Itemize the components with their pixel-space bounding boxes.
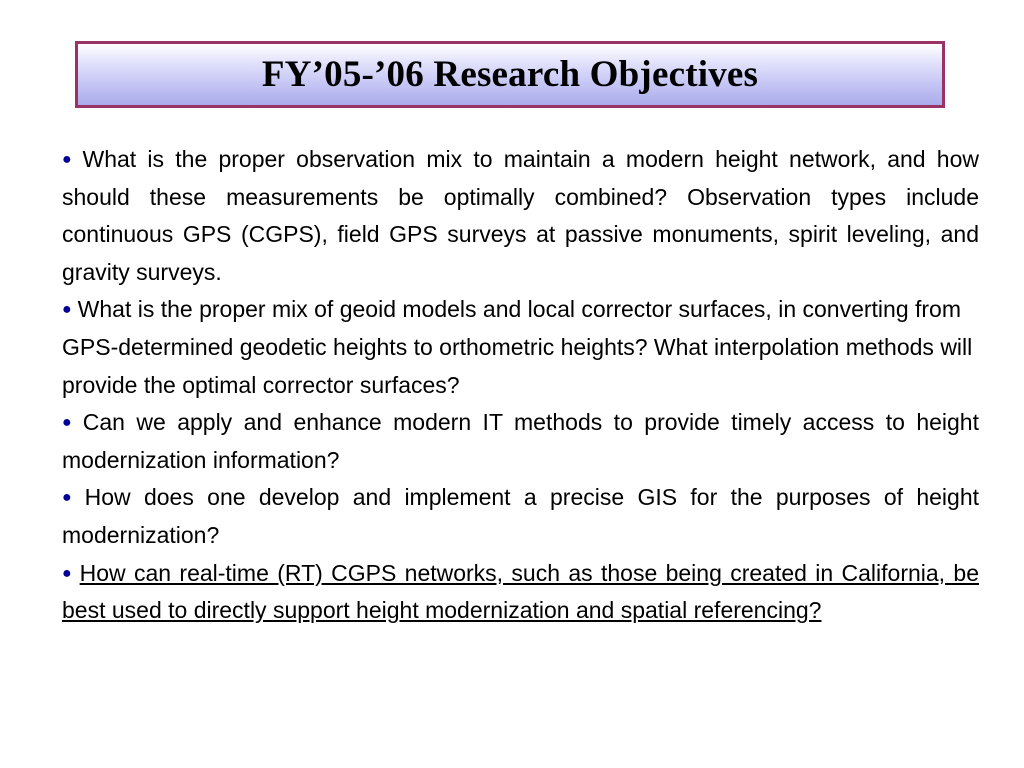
bullet-item-rt-cgps [62, 555, 979, 630]
bullet-text: How can real-time (RT) CGPS networks, such as those being created in California, be best used to directly support height modernization and spatial referencing? [62, 559, 979, 624]
bullet-dot-icon: ● [62, 414, 77, 432]
bullet-text: What is the proper observation mix to maintain a modern height network, and how should these measurements be optimally combined? Observation types include continuous GPS (CGPS), field GPS surveys at passive monuments, spirit leveling, and gravity surveys. [62, 146, 979, 285]
slide-title: FY’05-’06 Research Objectives [261, 54, 759, 95]
bullet-item-observation-mix [62, 141, 979, 291]
title-banner [75, 41, 945, 108]
bullet-dot-icon: ● [62, 151, 77, 168]
bullet-item-geoid-models [62, 291, 979, 404]
bullet-text: Can we apply and enhance modern IT methods to provide timely access to height modernization information? [62, 409, 979, 473]
bullet-list [62, 141, 979, 630]
bullet-text: How does one develop and implement a precise GIS for the purposes of height modernization? [62, 484, 979, 548]
bullet-text: What is the proper mix of geoid models and local corrector surfaces, in converting from GPS-determined geodetic heights to orthometric heights? What interpolation methods will provide the optimal corrector surfaces? [62, 296, 973, 398]
bullet-dot-icon: ● [62, 489, 79, 507]
bullet-item-precise-gis [62, 479, 979, 554]
bullet-dot-icon: ● [62, 564, 74, 582]
bullet-dot-icon: ● [62, 301, 72, 319]
bullet-item-it-methods [62, 404, 979, 479]
